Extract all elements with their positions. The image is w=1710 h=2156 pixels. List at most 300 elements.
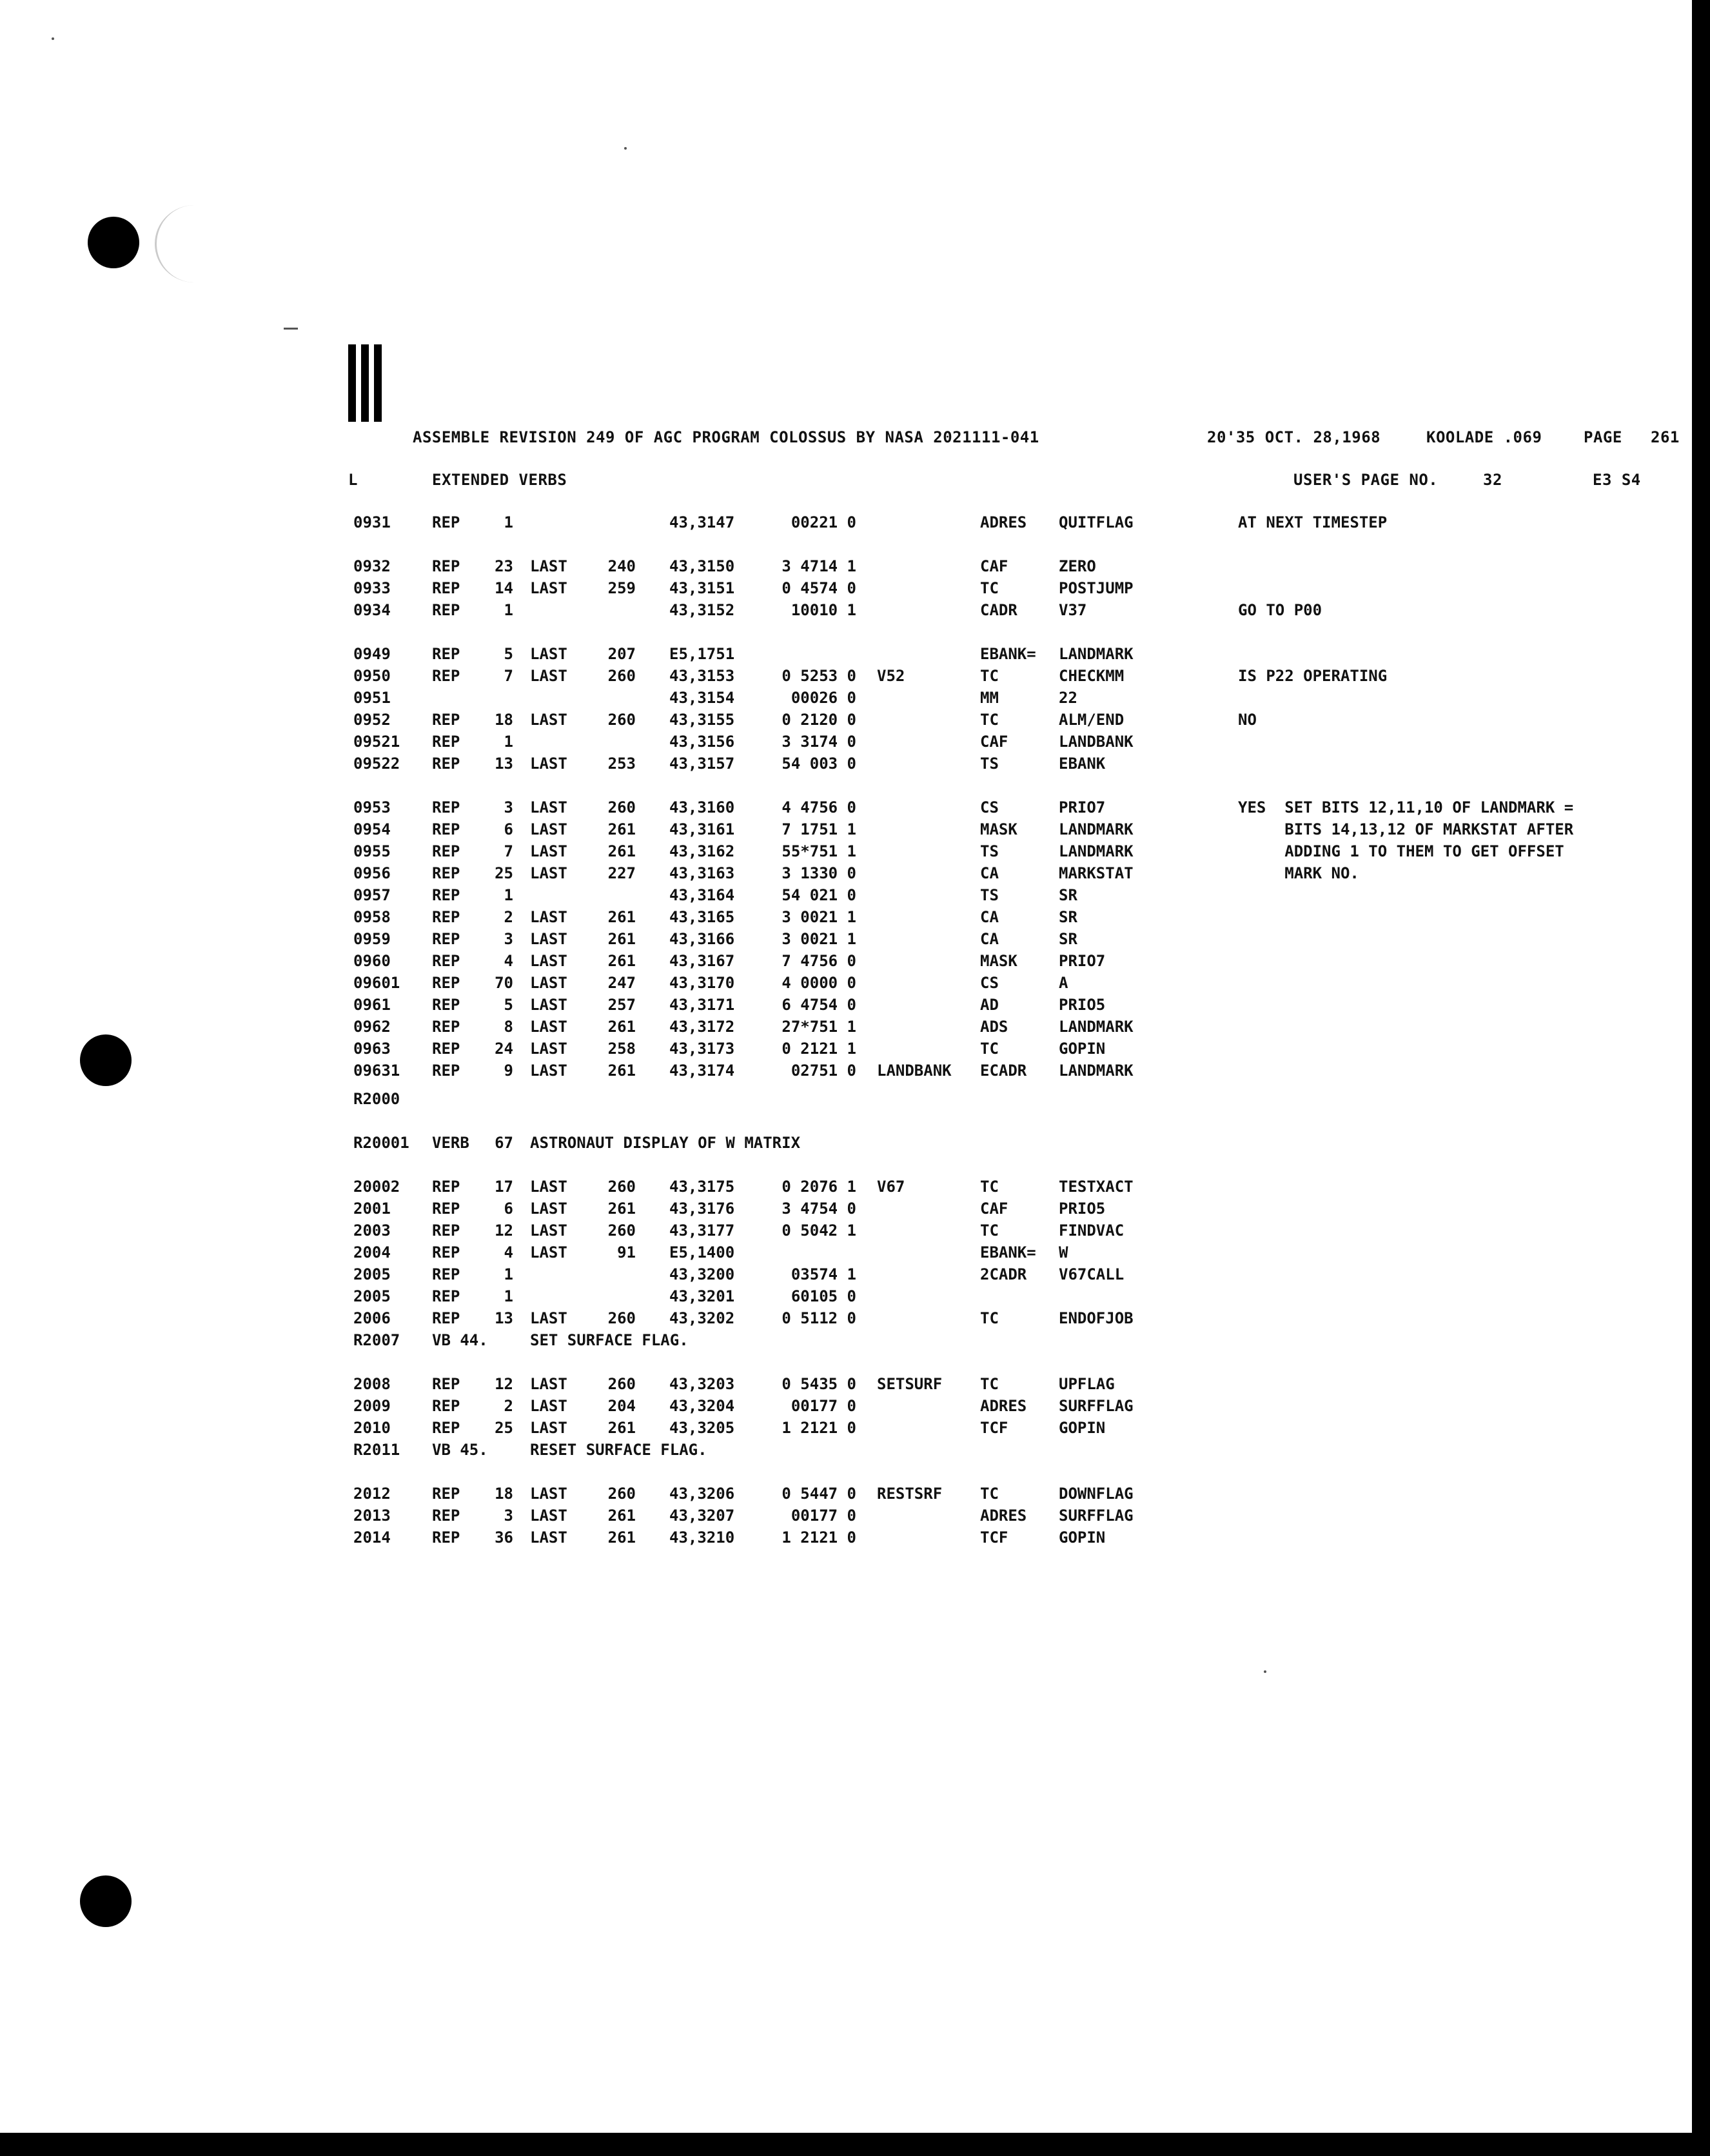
opcode: AD xyxy=(980,996,999,1014)
last-field: LAST xyxy=(530,1243,567,1261)
rep-count: 6 xyxy=(504,820,513,838)
line-number: 2005 xyxy=(353,1287,391,1305)
line-number: 2009 xyxy=(353,1397,391,1415)
rep-count: 2 xyxy=(504,1397,513,1415)
octal-code: 4 0000 0 xyxy=(781,974,856,992)
rep-field: REP xyxy=(432,1485,460,1503)
listing-timestamp: 20'35 OCT. 28,1968 xyxy=(1207,428,1381,446)
address: 43,3157 xyxy=(669,755,735,773)
octal-code: 3 0021 1 xyxy=(781,930,856,948)
operand: 22 xyxy=(1059,689,1077,707)
line-number: 20002 xyxy=(353,1178,400,1196)
rep-count: 7 xyxy=(504,667,513,685)
octal-code: 00221 0 xyxy=(791,513,856,531)
address: 43,3147 xyxy=(669,513,735,531)
last-field: ASTRONAUT DISPLAY OF W MATRIX xyxy=(530,1134,801,1152)
last-page: 261 xyxy=(607,1200,636,1218)
rep-count: 18 xyxy=(495,1485,513,1503)
symbol-label: LANDBANK xyxy=(877,1062,952,1080)
operand: GOPIN xyxy=(1059,1419,1106,1437)
opcode: MM xyxy=(980,689,999,707)
line-number: 2008 xyxy=(353,1375,391,1393)
listing-row xyxy=(0,645,1676,666)
address: 43,3205 xyxy=(669,1419,735,1437)
rep-count: 6 xyxy=(504,1200,513,1218)
last-page: 261 xyxy=(607,820,636,838)
address: 43,3200 xyxy=(669,1265,735,1283)
line-number: 09521 xyxy=(353,733,400,751)
address: 43,3170 xyxy=(669,974,735,992)
line-number: 0952 xyxy=(353,711,391,729)
line-number: R20001 xyxy=(353,1134,409,1152)
address: 43,3204 xyxy=(669,1397,735,1415)
last-field: LAST xyxy=(530,1397,567,1415)
opcode: CS xyxy=(980,974,999,992)
octal-code: 3 0021 1 xyxy=(781,908,856,926)
address: 43,3201 xyxy=(669,1287,735,1305)
rep-count: 23 xyxy=(495,557,513,575)
rep-count: 24 xyxy=(495,1040,513,1058)
opcode: ADS xyxy=(980,1018,1008,1036)
last-page: 253 xyxy=(607,755,636,773)
address: 43,3174 xyxy=(669,1062,735,1080)
rep-count: 12 xyxy=(495,1221,513,1240)
last-page: 247 xyxy=(607,974,636,992)
listing-row xyxy=(0,1040,1676,1060)
octal-code: 0 4574 0 xyxy=(781,579,856,597)
listing-row xyxy=(0,1397,1676,1418)
line-number: 0933 xyxy=(353,579,391,597)
address: E5,1400 xyxy=(669,1243,735,1261)
line-number: 2006 xyxy=(353,1309,391,1327)
last-field: LAST xyxy=(530,645,567,663)
operand: SR xyxy=(1059,886,1077,904)
last-field: LAST xyxy=(530,1200,567,1218)
listing-row xyxy=(0,711,1676,731)
address: 43,3151 xyxy=(669,579,735,597)
listing-title: ASSEMBLE REVISION 249 OF AGC PROGRAM COLOSSUS BY NASA 2021111-041 xyxy=(413,428,1039,446)
line-number: 2014 xyxy=(353,1528,391,1547)
rep-count: 14 xyxy=(495,579,513,597)
last-field: LAST xyxy=(530,557,567,575)
listing-row xyxy=(0,557,1676,578)
address: 43,3171 xyxy=(669,996,735,1014)
opcode: TC xyxy=(980,711,999,729)
listing-row xyxy=(0,930,1676,951)
listing-row xyxy=(0,886,1676,907)
last-field: LAST xyxy=(530,1419,567,1437)
octal-code: 03574 1 xyxy=(791,1265,856,1283)
user-page-number: 32 xyxy=(1483,471,1502,489)
punch-hole-top xyxy=(88,217,139,268)
rep-count: 7 xyxy=(504,842,513,860)
rep-field: VB 45. xyxy=(432,1441,488,1459)
rep-field: REP xyxy=(432,974,460,992)
opcode: EBANK= xyxy=(980,645,1036,663)
operand: UPFLAG xyxy=(1059,1375,1115,1393)
opcode: CAF xyxy=(980,733,1008,751)
last-field: LAST xyxy=(530,711,567,729)
listing-row xyxy=(0,842,1676,863)
last-field: LAST xyxy=(530,864,567,882)
listing-row xyxy=(0,1507,1676,1527)
octal-code: 0 5447 0 xyxy=(781,1485,856,1503)
line-number: R2007 xyxy=(353,1331,400,1349)
listing-row xyxy=(0,1309,1676,1330)
last-field: LAST xyxy=(530,1309,567,1327)
address: 43,3153 xyxy=(669,667,735,685)
address: 43,3176 xyxy=(669,1200,735,1218)
address: 43,3161 xyxy=(669,820,735,838)
rep-field: REP xyxy=(432,1200,460,1218)
address: 43,3164 xyxy=(669,886,735,904)
line-number: 0953 xyxy=(353,798,391,816)
operand: A xyxy=(1059,974,1068,992)
opcode: TCF xyxy=(980,1419,1008,1437)
line-number: 0931 xyxy=(353,513,391,531)
octal-code: 00177 0 xyxy=(791,1507,856,1525)
last-field: LAST xyxy=(530,1528,567,1547)
operand: ZERO xyxy=(1059,557,1096,575)
line-number: 2010 xyxy=(353,1419,391,1437)
listing-row xyxy=(0,1200,1676,1220)
octal-code: 54 003 0 xyxy=(781,755,856,773)
last-page: 261 xyxy=(607,842,636,860)
opcode: CAF xyxy=(980,1200,1008,1218)
opcode: ECADR xyxy=(980,1062,1027,1080)
last-field: LAST xyxy=(530,996,567,1014)
opcode: TS xyxy=(980,842,999,860)
rep-field: REP xyxy=(432,1419,460,1437)
octal-code: 3 4754 0 xyxy=(781,1200,856,1218)
rep-count: 12 xyxy=(495,1375,513,1393)
comment: ADDING 1 TO THEM TO GET OFFSET xyxy=(1238,842,1564,860)
rep-count: 4 xyxy=(504,952,513,970)
operand: V67CALL xyxy=(1059,1265,1125,1283)
rep-field: REP xyxy=(432,842,460,860)
last-page: 261 xyxy=(607,1528,636,1547)
rep-field: REP xyxy=(432,1265,460,1283)
last-field: SET SURFACE FLAG. xyxy=(530,1331,689,1349)
last-page: 258 xyxy=(607,1040,636,1058)
rep-field: REP xyxy=(432,1040,460,1058)
rep-field: REP xyxy=(432,645,460,663)
last-page: 204 xyxy=(607,1397,636,1415)
listing-row xyxy=(0,1090,1676,1111)
listing-row xyxy=(0,974,1676,994)
section-title: EXTENDED VERBS xyxy=(432,471,567,489)
last-field: LAST xyxy=(530,579,567,597)
octal-code: 0 5112 0 xyxy=(781,1309,856,1327)
octal-code: 3 1330 0 xyxy=(781,864,856,882)
rep-field: REP xyxy=(432,1375,460,1393)
user-page-label: USER'S PAGE NO. xyxy=(1293,471,1439,489)
rep-field: REP xyxy=(432,1178,460,1196)
rep-count: 1 xyxy=(504,886,513,904)
address: 43,3173 xyxy=(669,1040,735,1058)
address: 43,3163 xyxy=(669,864,735,882)
rep-count: 5 xyxy=(504,996,513,1014)
rep-count: 2 xyxy=(504,908,513,926)
rep-field: REP xyxy=(432,798,460,816)
last-field: LAST xyxy=(530,1221,567,1240)
address: 43,3207 xyxy=(669,1507,735,1525)
last-page: 261 xyxy=(607,952,636,970)
symbol-label: RESTSRF xyxy=(877,1485,943,1503)
octal-code: 0 5435 0 xyxy=(781,1375,856,1393)
operand: POSTJUMP xyxy=(1059,579,1134,597)
listing-user: KOOLADE .069 xyxy=(1426,428,1542,446)
last-field: LAST xyxy=(530,1178,567,1196)
opcode: TC xyxy=(980,1040,999,1058)
address: 43,3165 xyxy=(669,908,735,926)
comment: GO TO P00 xyxy=(1238,601,1322,619)
rep-count: 1 xyxy=(504,1265,513,1283)
operand: W xyxy=(1059,1243,1068,1261)
line-number: 09601 xyxy=(353,974,400,992)
last-page: 240 xyxy=(607,557,636,575)
address: 43,3155 xyxy=(669,711,735,729)
rep-field: REP xyxy=(432,1018,460,1036)
last-page: 260 xyxy=(607,1485,636,1503)
last-page: 261 xyxy=(607,1507,636,1525)
operand: LANDBANK xyxy=(1059,733,1134,751)
barcode-mark xyxy=(347,344,392,422)
octal-code: 0 2120 0 xyxy=(781,711,856,729)
opcode: EBANK= xyxy=(980,1243,1036,1261)
line-number: 0955 xyxy=(353,842,391,860)
listing-row xyxy=(0,996,1676,1016)
listing-row xyxy=(0,820,1676,841)
octal-code: 0 2121 1 xyxy=(781,1040,856,1058)
scan-edge-bottom xyxy=(0,2133,1710,2156)
rep-field: REP xyxy=(432,864,460,882)
page-label: PAGE xyxy=(1584,428,1622,446)
address: 43,3154 xyxy=(669,689,735,707)
listing-row xyxy=(0,1221,1676,1242)
opcode: 2CADR xyxy=(980,1265,1027,1283)
line-number: 0932 xyxy=(353,557,391,575)
line-number: 0959 xyxy=(353,930,391,948)
opcode: CS xyxy=(980,798,999,816)
line-number: 0960 xyxy=(353,952,391,970)
operand: V37 xyxy=(1059,601,1087,619)
octal-code: 60105 0 xyxy=(791,1287,856,1305)
address: E5,1751 xyxy=(669,645,735,663)
octal-code: 1 2121 0 xyxy=(781,1419,856,1437)
rep-count: 18 xyxy=(495,711,513,729)
symbol-label: V67 xyxy=(877,1178,905,1196)
last-field: LAST xyxy=(530,1040,567,1058)
line-number: 2005 xyxy=(353,1265,391,1283)
line-number: 0963 xyxy=(353,1040,391,1058)
listing-row xyxy=(0,579,1676,600)
listing-row xyxy=(0,689,1676,709)
operand: SR xyxy=(1059,930,1077,948)
last-field: LAST xyxy=(530,930,567,948)
last-field: LAST xyxy=(530,1018,567,1036)
scan-speck xyxy=(52,37,54,40)
rep-field: REP xyxy=(432,908,460,926)
opcode: TC xyxy=(980,1221,999,1240)
last-page: 260 xyxy=(607,1221,636,1240)
operand: LANDMARK xyxy=(1059,820,1134,838)
opcode: MASK xyxy=(980,952,1017,970)
last-page: 261 xyxy=(607,908,636,926)
operand: GOPIN xyxy=(1059,1528,1106,1547)
octal-code: 4 4756 0 xyxy=(781,798,856,816)
scan-speck xyxy=(284,328,298,330)
comment: AT NEXT TIMESTEP xyxy=(1238,513,1388,531)
rep-field: REP xyxy=(432,886,460,904)
last-page: 259 xyxy=(607,579,636,597)
rep-count: 4 xyxy=(504,1243,513,1261)
opcode: TC xyxy=(980,1309,999,1327)
listing-row xyxy=(0,1062,1676,1082)
last-page: 261 xyxy=(607,1419,636,1437)
opcode: TC xyxy=(980,667,999,685)
rep-field: REP xyxy=(432,820,460,838)
operand: FINDVAC xyxy=(1059,1221,1125,1240)
opcode: MASK xyxy=(980,820,1017,838)
rep-count: 25 xyxy=(495,864,513,882)
listing-row xyxy=(0,1265,1676,1286)
listing-row xyxy=(0,1485,1676,1505)
octal-code: 55*751 1 xyxy=(781,842,856,860)
scan-edge-right xyxy=(1692,0,1710,2156)
line-number: 0956 xyxy=(353,864,391,882)
operand: PRIO7 xyxy=(1059,798,1106,816)
line-number: 0951 xyxy=(353,689,391,707)
line-number: 0961 xyxy=(353,996,391,1014)
opcode: CA xyxy=(980,930,999,948)
opcode: ADRES xyxy=(980,1507,1027,1525)
operand: ALM/END xyxy=(1059,711,1125,729)
comment: MARK NO. xyxy=(1238,864,1359,882)
listing-row xyxy=(0,1018,1676,1038)
line-number: 09522 xyxy=(353,755,400,773)
listing-row xyxy=(0,864,1676,885)
rep-field: REP xyxy=(432,755,460,773)
opcode: CADR xyxy=(980,601,1017,619)
octal-code: 7 1751 1 xyxy=(781,820,856,838)
octal-code: 3 4714 1 xyxy=(781,557,856,575)
last-field: LAST xyxy=(530,952,567,970)
last-page: 260 xyxy=(607,667,636,685)
address: 43,3152 xyxy=(669,601,735,619)
line-number: 0934 xyxy=(353,601,391,619)
rep-field: REP xyxy=(432,1507,460,1525)
last-field: LAST xyxy=(530,667,567,685)
rep-field: REP xyxy=(432,579,460,597)
listing-row xyxy=(0,1528,1676,1549)
opcode: TC xyxy=(980,579,999,597)
listing-row xyxy=(0,908,1676,929)
address: 43,3162 xyxy=(669,842,735,860)
octal-code: 00026 0 xyxy=(791,689,856,707)
punch-hole-bottom xyxy=(80,1875,132,1927)
address: 43,3160 xyxy=(669,798,735,816)
last-field: RESET SURFACE FLAG. xyxy=(530,1441,707,1459)
rep-field: REP xyxy=(432,1221,460,1240)
operand: LANDMARK xyxy=(1059,1062,1134,1080)
line-number: 2001 xyxy=(353,1200,391,1218)
rep-count: 13 xyxy=(495,755,513,773)
octal-code: 27*751 1 xyxy=(781,1018,856,1036)
line-number: 0962 xyxy=(353,1018,391,1036)
last-page: 260 xyxy=(607,798,636,816)
last-field: LAST xyxy=(530,755,567,773)
octal-code: 02751 0 xyxy=(791,1062,856,1080)
octal-code: 10010 1 xyxy=(791,601,856,619)
rep-count: 70 xyxy=(495,974,513,992)
last-page: 227 xyxy=(607,864,636,882)
rep-field: REP xyxy=(432,1397,460,1415)
rep-count: 1 xyxy=(504,601,513,619)
opcode: CA xyxy=(980,864,999,882)
last-field: LAST xyxy=(530,908,567,926)
listing-row xyxy=(0,1375,1676,1396)
octal-code: 0 5042 1 xyxy=(781,1221,856,1240)
listing-row xyxy=(0,513,1676,534)
operand: DOWNFLAG xyxy=(1059,1485,1134,1503)
octal-code: 0 2076 1 xyxy=(781,1178,856,1196)
opcode: TCF xyxy=(980,1528,1008,1547)
octal-code: 0 5253 0 xyxy=(781,667,856,685)
line-number: 2012 xyxy=(353,1485,391,1503)
rep-field: REP xyxy=(432,1243,460,1261)
address: 43,3175 xyxy=(669,1178,735,1196)
listing-row xyxy=(0,667,1676,687)
listing-row xyxy=(0,1331,1676,1352)
line-number: R2011 xyxy=(353,1441,400,1459)
line-number: R2000 xyxy=(353,1090,400,1108)
last-field: LAST xyxy=(530,842,567,860)
operand: QUITFLAG xyxy=(1059,513,1134,531)
address: 43,3172 xyxy=(669,1018,735,1036)
operand: EBANK xyxy=(1059,755,1106,773)
operand: ENDOFJOB xyxy=(1059,1309,1134,1327)
address: 43,3203 xyxy=(669,1375,735,1393)
last-field: LAST xyxy=(530,1062,567,1080)
comment: IS P22 OPERATING xyxy=(1238,667,1388,685)
rep-field: REP xyxy=(432,952,460,970)
address: 43,3202 xyxy=(669,1309,735,1327)
rep-count: 67 xyxy=(495,1134,513,1152)
operand: LANDMARK xyxy=(1059,842,1134,860)
rep-field: VERB xyxy=(432,1134,469,1152)
rep-count: 8 xyxy=(504,1018,513,1036)
listing-row xyxy=(0,601,1676,622)
line-number: 0957 xyxy=(353,886,391,904)
address: 43,3166 xyxy=(669,930,735,948)
octal-code: 00177 0 xyxy=(791,1397,856,1415)
opcode: TC xyxy=(980,1178,999,1196)
listing-row xyxy=(0,755,1676,775)
octal-code: 3 3174 0 xyxy=(781,733,856,751)
operand: MARKSTAT xyxy=(1059,864,1134,882)
rep-field: REP xyxy=(432,930,460,948)
line-number: 2004 xyxy=(353,1243,391,1261)
listing-row xyxy=(0,952,1676,973)
rep-field: REP xyxy=(432,513,460,531)
rep-count: 1 xyxy=(504,513,513,531)
last-field: LAST xyxy=(530,974,567,992)
rep-count: 3 xyxy=(504,798,513,816)
address: 43,3167 xyxy=(669,952,735,970)
line-number: 0954 xyxy=(353,820,391,838)
rep-field: REP xyxy=(432,667,460,685)
